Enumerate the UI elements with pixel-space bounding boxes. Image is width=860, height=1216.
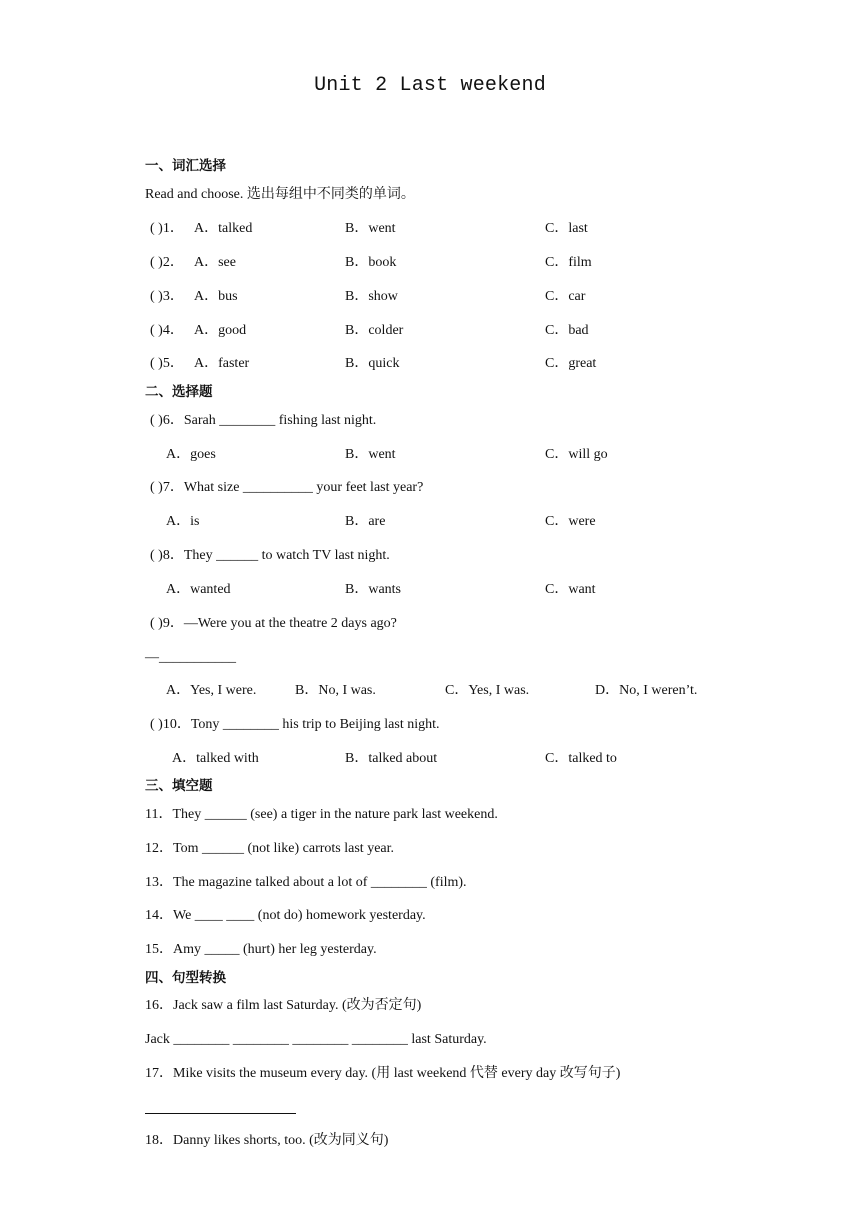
question-item: 13．The magazine talked about a lot of ________ (film). bbox=[145, 875, 467, 890]
question-stem: ( )10．Tony ________ his trip to Beijing last night. bbox=[150, 717, 440, 732]
section-heading-sentence-transform: 四、句型转换 bbox=[145, 970, 226, 986]
question-item: 12．Tom ______ (not like) carrots last year. bbox=[145, 841, 395, 856]
question-item: 18．Danny likes shorts, too. (改为同义句) bbox=[145, 1133, 389, 1148]
section-heading-vocabulary: 一、词汇选择 bbox=[145, 158, 226, 174]
question-row: ( )4． A．good B．colder C．bad bbox=[150, 323, 589, 338]
answer-line: Jack ________ ________ ________ ________ last Saturday. bbox=[145, 1032, 487, 1047]
question-stem: ( )8．They ______ to watch TV last night. bbox=[150, 548, 390, 563]
question-item: 14．We ____ ____ (not do) homework yesterday. bbox=[145, 908, 426, 923]
question-row: ( )2． A．see B．book C．film bbox=[150, 255, 592, 270]
question-stem: ( )6．Sarah ________ fishing last night. bbox=[150, 413, 377, 428]
question-item: 15．Amy _____ (hurt) her leg yesterday. bbox=[145, 942, 377, 957]
question-options: A．talked with B．talked about C．talked to bbox=[172, 751, 617, 766]
answer-blank-line bbox=[145, 1113, 296, 1114]
question-stem: ( )7．What size __________ your feet last year? bbox=[150, 480, 424, 495]
question-options: A．goes B．went C．will go bbox=[166, 447, 608, 462]
page-title: Unit 2 Last weekend bbox=[314, 74, 546, 97]
section-instruction: Read and choose. 选出每组中不同类的单词。 bbox=[145, 187, 415, 202]
question-options: A．is B．are C．were bbox=[166, 514, 596, 529]
section-heading-multiple-choice: 二、选择题 bbox=[145, 384, 213, 400]
question-row: ( )5． A．faster B．quick C．great bbox=[150, 356, 597, 371]
question-item: 17．Mike visits the museum every day. (用 last weekend 代替 every day 改写句子) bbox=[145, 1066, 621, 1081]
question-item: 16．Jack saw a film last Saturday. (改为否定句) bbox=[145, 998, 422, 1013]
section-heading-fill-blanks: 三、填空题 bbox=[145, 778, 213, 794]
question-options: A．Yes, I were. B．No, I was. C．Yes, I was. D．No, I weren’t. bbox=[166, 683, 698, 698]
answer-blank: —___________ bbox=[145, 650, 236, 665]
question-row: ( )3． A．bus B．show C．car bbox=[150, 289, 586, 304]
question-row: ( )1． A．talked B．went C．last bbox=[150, 221, 588, 236]
question-options: A．wanted B．wants C．want bbox=[166, 582, 596, 597]
question-item: 11．They ______ (see) a tiger in the nature park last weekend. bbox=[145, 807, 498, 822]
question-stem: ( )9．—Were you at the theatre 2 days ago? bbox=[150, 616, 397, 631]
